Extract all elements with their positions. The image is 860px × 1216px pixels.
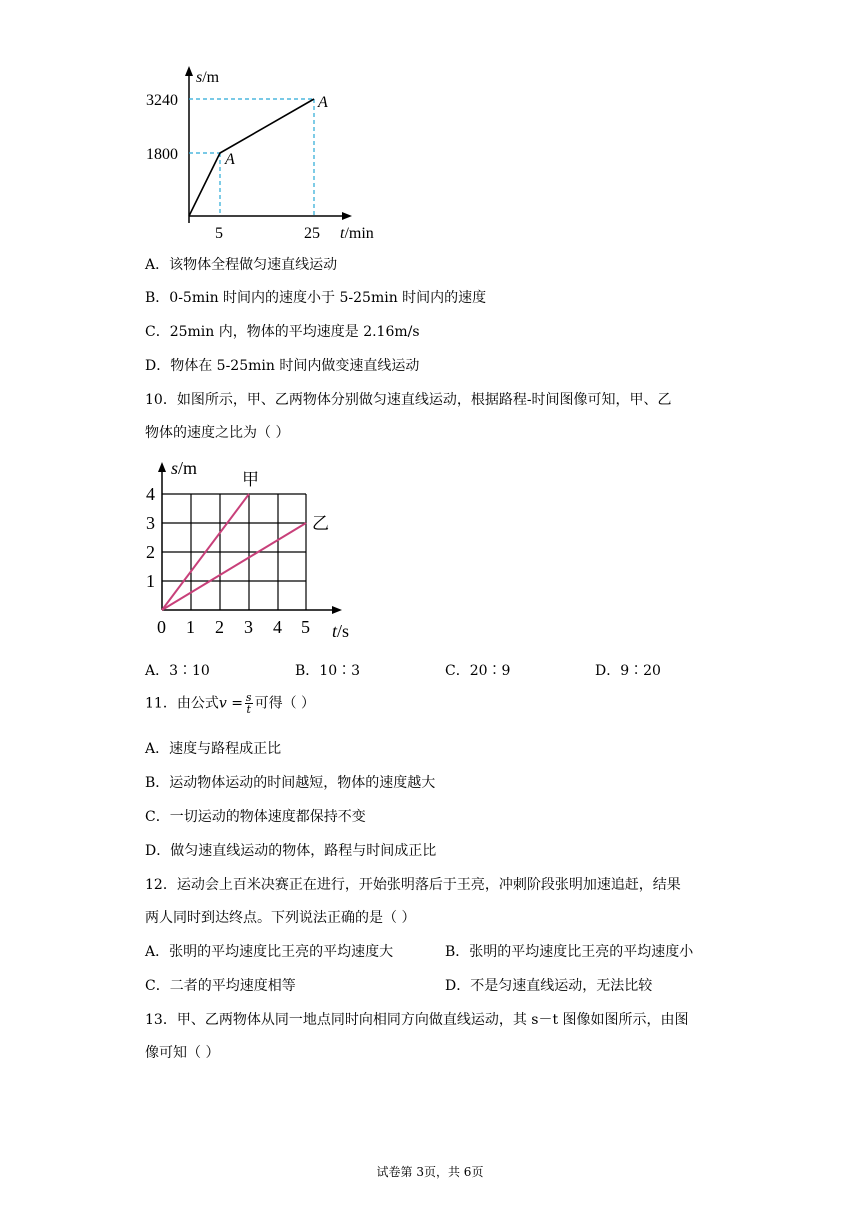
q9-y-tick-1800: 1800 (146, 146, 178, 163)
q10-x-tick-3: 3 (244, 617, 253, 637)
q9-y-axis-label: s/m (196, 69, 220, 86)
q11-option-a[interactable]: A．速度与路程成正比 (145, 741, 282, 757)
q11-stem-suffix: 可得（ ） (254, 695, 316, 712)
q12-option-a[interactable]: A．张明的平均速度比王亮的平均速度大 (145, 944, 394, 960)
q10-x-tick-5: 5 (301, 617, 310, 637)
q10-x-tick-0: 0 (157, 617, 166, 637)
q12-stem-line2: 两人同时到达终点。下列说法正确的是（ ） (145, 910, 416, 926)
q10-distance-time-graph (140, 455, 380, 645)
q9-y-axis-arrow (185, 66, 193, 76)
q9-motion-line (189, 99, 314, 216)
q10-stem-line1: 10．如图所示，甲、乙两物体分别做匀速直线运动，根据路程-时间图像可知，甲、乙 (145, 392, 672, 408)
q9-option-c[interactable]: C．25min 内，物体的平均速度是 2.16m/s (145, 324, 420, 340)
q10-y-axis-arrow (158, 462, 166, 472)
q10-option-d[interactable]: D．9∶20 (595, 663, 661, 679)
q9-x-axis-label: t/min (340, 225, 374, 242)
q9-point-a-high: A (318, 94, 328, 111)
q9-point-a-low: A (225, 151, 235, 168)
q10-x-tick-2: 2 (215, 617, 224, 637)
q12-option-d[interactable]: D．不是匀速直线运动，无法比较 (445, 978, 653, 994)
q10-y-axis-label: s/m (171, 458, 198, 478)
q12-option-c[interactable]: C．二者的平均速度相等 (145, 978, 296, 994)
q10-series-label-jia: 甲 (242, 470, 259, 489)
q11-stem (145, 692, 315, 715)
q9-x-axis-arrow (342, 212, 352, 220)
q9-option-b[interactable]: B．0-5min 时间内的速度小于 5-25min 时间内的速度 (145, 290, 487, 306)
q10-x-tick-1: 1 (186, 617, 195, 637)
q9-option-a[interactable]: A．该物体全程做匀速直线运动 (145, 257, 338, 273)
q12-option-b[interactable]: B．张明的平均速度比王亮的平均速度小 (445, 944, 694, 960)
q10-x-tick-4: 4 (273, 617, 282, 637)
q11-formula-denominator: t (246, 703, 251, 716)
q11-formula-numerator: s (245, 691, 252, 704)
q11-option-d[interactable]: D．做匀速直线运动的物体，路程与时间成正比 (145, 843, 437, 859)
q11-option-c[interactable]: C．一切运动的物体速度都保持不变 (145, 809, 366, 825)
q11-option-b[interactable]: B．运动物体运动的时间越短，物体的速度越大 (145, 775, 436, 791)
q10-y-tick-2: 2 (146, 542, 155, 562)
page-footer: 试卷第 3页，共 6页 (376, 1165, 484, 1179)
q10-line-yi (162, 523, 306, 610)
q10-series-label-yi: 乙 (312, 514, 329, 533)
q10-option-c[interactable]: C．20∶9 (445, 663, 511, 679)
q10-option-b[interactable]: B．10∶3 (295, 663, 361, 679)
q10-y-tick-3: 3 (146, 513, 155, 533)
q10-y-tick-4: 4 (146, 484, 155, 504)
q10-x-axis-arrow (332, 606, 342, 614)
q13-stem-line2: 像可知（ ） (145, 1045, 220, 1061)
q10-stem-line2: 物体的速度之比为（ ） (145, 425, 290, 441)
q10-y-tick-1: 1 (146, 571, 155, 591)
q9-distance-time-graph (140, 60, 400, 245)
q9-y-tick-3240: 3240 (146, 92, 178, 109)
q10-x-axis-label: t/s (332, 621, 350, 641)
q11-formula-fraction (245, 692, 253, 715)
q9-option-d[interactable]: D．物体在 5-25min 时间内做变速直线运动 (145, 358, 420, 374)
q9-x-tick-5: 5 (215, 225, 223, 242)
q9-x-tick-25: 25 (304, 225, 320, 242)
q10-grid (162, 494, 306, 610)
q11-formula-lhs: v = (218, 695, 243, 712)
q13-stem-line1: 13．甲、乙两物体从同一地点同时向相同方向做直线运动，其 s－t 图像如图所示，由图 (145, 1012, 689, 1028)
q11-stem-prefix: 11．由公式 (145, 695, 219, 712)
q12-stem-line1: 12．运动会上百米决赛正在进行，开始张明落后于王亮，冲刺阶段张明加速追赶，结果 (145, 877, 681, 893)
q10-option-a[interactable]: A．3∶10 (145, 663, 210, 679)
